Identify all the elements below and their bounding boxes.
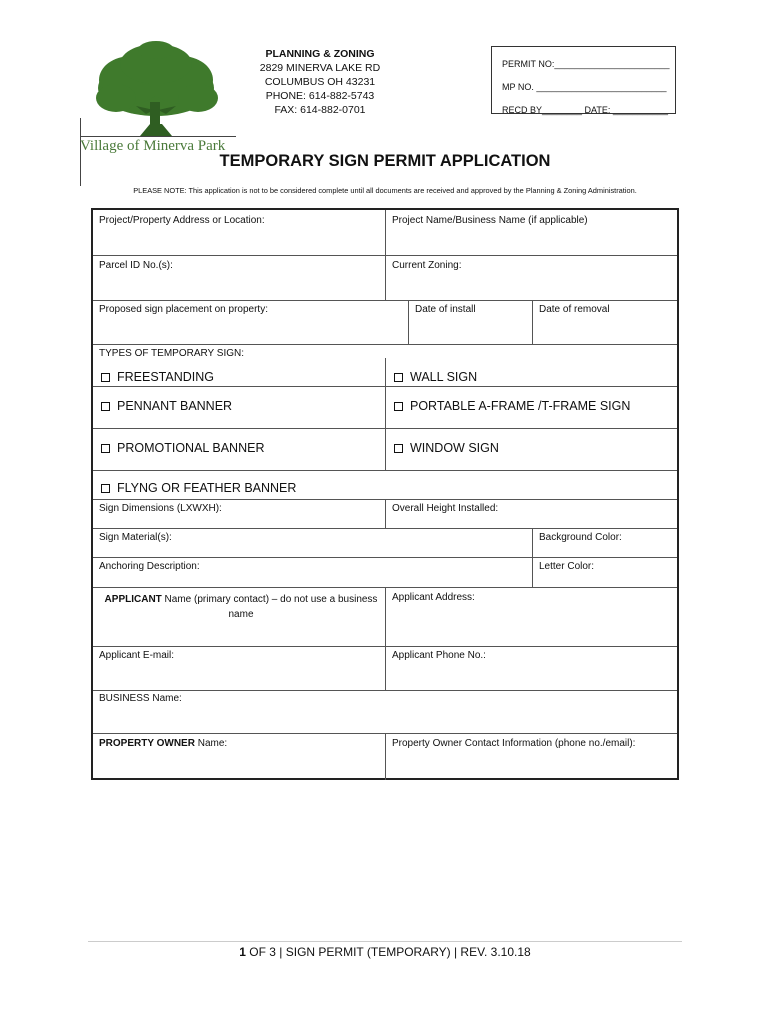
col-divider: [385, 499, 386, 528]
owner-bold: PROPERTY OWNER: [99, 738, 195, 749]
applicant-rest: Name (primary contact) – do not use a business: [161, 594, 378, 605]
project-name-label[interactable]: Project Name/Business Name (if applicable): [392, 215, 588, 226]
current-zoning-label[interactable]: Current Zoning:: [392, 260, 462, 271]
window-sign-option[interactable]: [394, 441, 499, 455]
parcel-id-label[interactable]: Parcel ID No.(s):: [99, 260, 173, 271]
col-divider: [385, 733, 386, 780]
wall-sign-label: WALL SIGN: [410, 370, 478, 384]
promotional-banner-label: PROMOTIONAL BANNER: [117, 441, 265, 455]
permit-form: [91, 208, 679, 780]
checkbox-icon[interactable]: [101, 402, 110, 411]
freestanding-option[interactable]: [101, 370, 214, 384]
checkbox-icon[interactable]: [394, 402, 403, 411]
col-divider: [408, 300, 409, 344]
feather-banner-option[interactable]: [101, 481, 296, 495]
checkbox-icon[interactable]: [394, 373, 403, 382]
page-footer: [0, 945, 770, 959]
office-dept: PLANNING & ZONING: [265, 48, 375, 60]
mp-no-field[interactable]: MP NO. __________________________: [502, 82, 667, 92]
col-divider: [385, 358, 386, 470]
col-divider: [532, 528, 533, 587]
date-install-label[interactable]: Date of install: [415, 304, 476, 315]
page-number: 1: [239, 945, 246, 959]
aframe-sign-label: PORTABLE A-FRAME /T-FRAME SIGN: [410, 399, 631, 413]
applicant-line2: name: [228, 609, 254, 620]
office-phone: PHONE: 614-882-5743: [265, 90, 375, 102]
row-divider: [93, 300, 677, 301]
applicant-phone-label[interactable]: Applicant Phone No.:: [392, 650, 486, 661]
height-label[interactable]: Overall Height Installed:: [392, 503, 499, 514]
row-divider: [93, 690, 677, 691]
business-name-label[interactable]: BUSINESS Name:: [99, 693, 182, 704]
placement-label[interactable]: Proposed sign placement on property:: [99, 304, 268, 315]
material-label[interactable]: Sign Material(s):: [99, 532, 172, 543]
office-fax: FAX: 614-882-0701: [274, 104, 366, 116]
recd-by-field[interactable]: RECD BY________ DATE: ___________: [502, 105, 668, 115]
applicant-bold: APPLICANT: [104, 594, 162, 605]
row-divider: [93, 557, 677, 558]
permit-office-box: [491, 46, 676, 114]
aframe-sign-option[interactable]: [394, 399, 630, 413]
letter-color-label[interactable]: Letter Color:: [539, 561, 595, 572]
logo-text: Village of Minerva Park: [80, 138, 226, 154]
window-sign-label: WINDOW SIGN: [410, 441, 499, 455]
col-divider: [385, 210, 386, 255]
tree-icon: [76, 40, 236, 140]
permit-no-field[interactable]: PERMIT NO:_______________________: [502, 59, 670, 69]
anchoring-label[interactable]: Anchoring Description:: [99, 561, 200, 572]
promotional-banner-option[interactable]: [101, 441, 264, 455]
types-header: TYPES OF TEMPORARY SIGN:: [99, 348, 245, 359]
row-divider: [93, 344, 677, 345]
office-address-2: COLUMBUS OH 43231: [264, 76, 376, 88]
please-note: PLEASE NOTE: This application is not to be considered complete until all documents are received and approved by the Planning & Zoning Administration.: [133, 186, 637, 195]
wall-sign-option[interactable]: [394, 370, 477, 384]
office-address-1: 2829 MINERVA LAKE RD: [259, 62, 381, 74]
page-title: TEMPORARY SIGN PERMIT APPLICATION: [219, 152, 551, 170]
background-color-label[interactable]: Background Color:: [539, 532, 622, 543]
dimensions-label[interactable]: Sign Dimensions (LXWXH):: [99, 503, 222, 514]
footer-text: OF 3 | SIGN PERMIT (TEMPORARY) | REV. 3.10.18: [245, 945, 531, 959]
logo-horizontal-rule: [80, 136, 236, 137]
col-divider: [385, 587, 386, 690]
owner-contact-label[interactable]: Property Owner Contact Information (phone no./email):: [392, 738, 636, 749]
project-address-label[interactable]: Project/Property Address or Location:: [99, 215, 265, 226]
applicant-email-label[interactable]: Applicant E-mail:: [99, 650, 175, 661]
row-divider: [93, 528, 677, 529]
office-info: [250, 47, 390, 117]
checkbox-icon[interactable]: [394, 444, 403, 453]
checkbox-icon[interactable]: [101, 484, 110, 493]
owner-rest: Name:: [194, 738, 228, 749]
checkbox-icon[interactable]: [101, 444, 110, 453]
applicant-name-label[interactable]: [101, 592, 381, 622]
col-divider: [385, 255, 386, 300]
col-divider: [532, 300, 533, 344]
owner-name-label[interactable]: [99, 738, 227, 749]
date-removal-label[interactable]: Date of removal: [539, 304, 610, 315]
row-divider: [93, 470, 677, 471]
pennant-banner-label: PENNANT BANNER: [117, 399, 233, 413]
feather-banner-label: FLYNG OR FEATHER BANNER: [117, 481, 297, 495]
footer-divider: [88, 941, 682, 942]
applicant-address-label[interactable]: Applicant Address:: [392, 592, 475, 603]
freestanding-label: FREESTANDING: [117, 370, 214, 384]
pennant-banner-option[interactable]: [101, 399, 232, 413]
checkbox-icon[interactable]: [101, 373, 110, 382]
